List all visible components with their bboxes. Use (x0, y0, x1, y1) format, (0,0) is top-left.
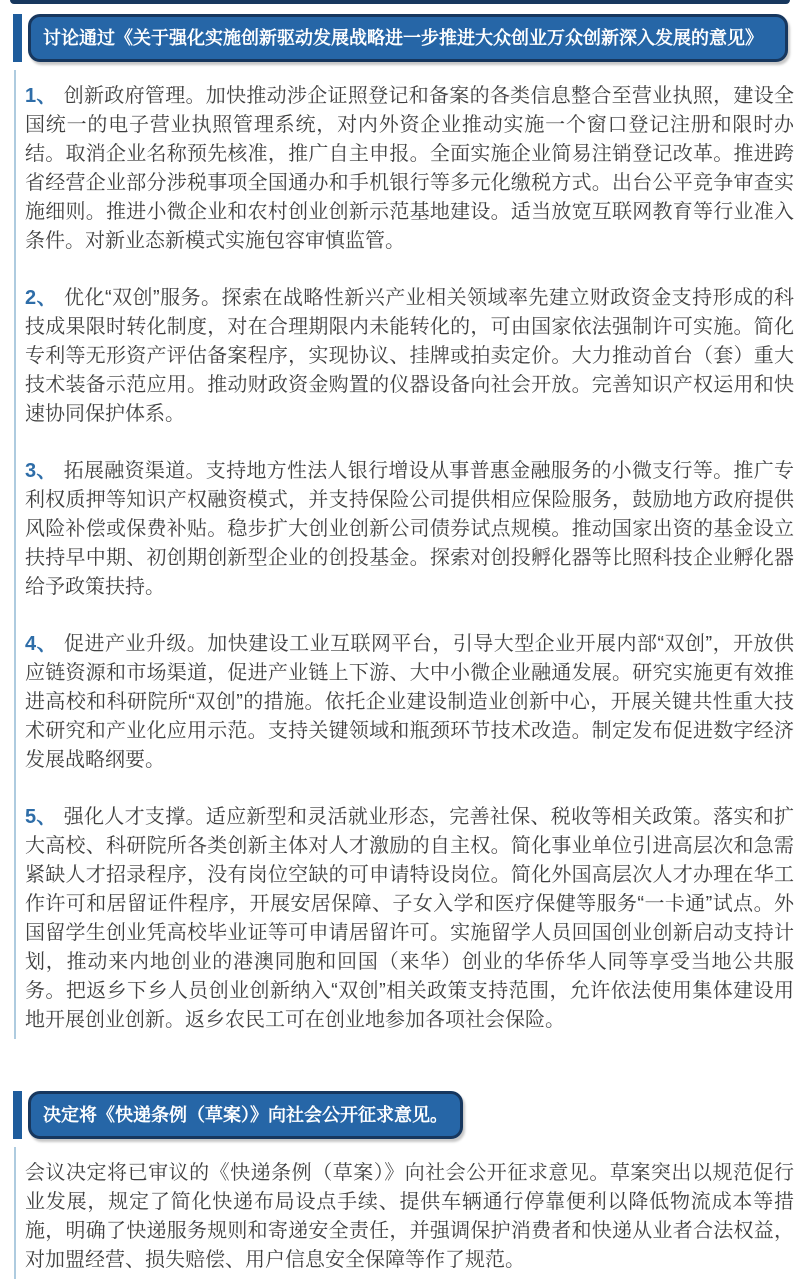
top-divider-strip (10, 0, 790, 4)
section-title: 决定将《快递条例（草案）》向社会公开征求意见。 (28, 1091, 463, 1139)
paragraph-number: 4、 (25, 633, 58, 655)
policy-paragraph (25, 284, 794, 429)
section-header-row (0, 14, 800, 62)
section-innovation-opinion (0, 14, 800, 1039)
paragraph-number: 3、 (25, 460, 57, 482)
section-content-box (14, 1147, 800, 1279)
paragraph-text: 促进产业升级。加快建设工业互联网平台，引导大型企业开展内部“双创”，开放供应链资源和市场渠道，促进产业链上下游、大中小微企业融通发展。研究实施更有效推进高校和科研院所“双创”的措施。依托企业建设制造业创新中心，开展关键共性重大技术研究和产业化应用示范。支持关键领域和瓶颈环节技术改造。制定发布促进数字经济发展战略纲要。 (25, 633, 794, 771)
policy-paragraph (25, 1159, 794, 1275)
policy-paragraph (25, 630, 794, 775)
paragraph-number: 5、 (25, 806, 57, 828)
section-title: 讨论通过《关于强化实施创新驱动发展战略进一步推进大众创业万众创新深入发展的意见》 (28, 14, 788, 62)
policy-paragraph (25, 803, 794, 1035)
paragraph-text: 优化“双创”服务。探索在战略性新兴产业相关领域率先建立财政资金支持形成的科技成果限时转化制度，对在合理期限内未能转化的，可由国家依法强制许可实施。简化专利等无形资产评估备案程序，实现协议、挂牌或拍卖定价。大力推动首台（套）重大技术装备示范应用。推动财政资金购置的仪器设备向社会开放。完善知识产权运用和快速协同保护体系。 (25, 287, 794, 425)
policy-paragraph (25, 82, 794, 256)
header-accent-bar (13, 14, 22, 62)
section-header-row (0, 1091, 800, 1139)
paragraph-number: 2、 (25, 287, 58, 309)
policy-paragraph (25, 457, 794, 602)
paragraph-number: 1、 (25, 85, 57, 107)
paragraph-text: 会议决定将已审议的《快递条例（草案）》向社会公开征求意见。草案突出以规范促行业发展，规定了简化快递布局设点手续、提供车辆通行停靠便利以降低物流成本等措施，明确了快递服务规则和寄递安全责任，并强调保护消费者和快递从业者合法权益，对加盟经营、损失赔偿、用户信息安全保障等作了规范。 (25, 1162, 794, 1271)
paragraph-text: 拓展融资渠道。支持地方性法人银行增设从事普惠金融服务的小微支行等。推广专利权质押等知识产权融资模式，并支持保险公司提供相应保险服务，鼓励地方政府提供风险补偿或保费补贴。稳步扩大创业创新公司债券试点规模。推动国家出资的基金设立扶持早中期、初创期创新型企业的创投基金。探索对创投孵化器等比照科技企业孵化器给予政策扶持。 (25, 460, 795, 598)
section-content-box (14, 70, 800, 1039)
header-accent-bar (13, 1091, 22, 1139)
section-express-regulation (0, 1091, 800, 1279)
paragraph-text: 强化人才支撑。适应新型和灵活就业形态，完善社保、税收等相关政策。落实和扩大高校、科研院所各类创新主体对人才激励的自主权。简化事业单位引进高层次和急需紧缺人才招录程序，没有岗位空缺的可申请特设岗位。简化外国高层次人才办理在华工作许可和居留证件程序，开展安居保障、子女入学和医疗保健等服务“一卡通”试点。外国留学生创业凭高校毕业证等可申请居留许可。实施留学人员回国创业创新启动支持计划，推动来内地创业的港澳同胞和回国（来华）创业的华侨华人同等享受当地公共服务。把返乡下乡人员创业创新纳入“双创”相关政策支持范围，允许依法使用集体建设用地开展创业创新。返乡农民工可在创业地参加各项社会保险。 (25, 806, 795, 1031)
paragraph-text: 创新政府管理。加快推动涉企证照登记和备案的各类信息整合至营业执照，建设全国统一的电子营业执照管理系统，对内外资企业推动实施一个窗口登记注册和限时办结。取消企业名称预先核准，推广自主申报。全面实施企业简易注销登记改革。推进跨省经营企业部分涉税事项全国通办和手机银行等多元化缴税方式。出台公平竞争审查实施细则。推进小微企业和农村创业创新示范基地建设。适当放宽互联网教育等行业准入条件。对新业态新模式实施包容审慎监管。 (25, 85, 795, 252)
